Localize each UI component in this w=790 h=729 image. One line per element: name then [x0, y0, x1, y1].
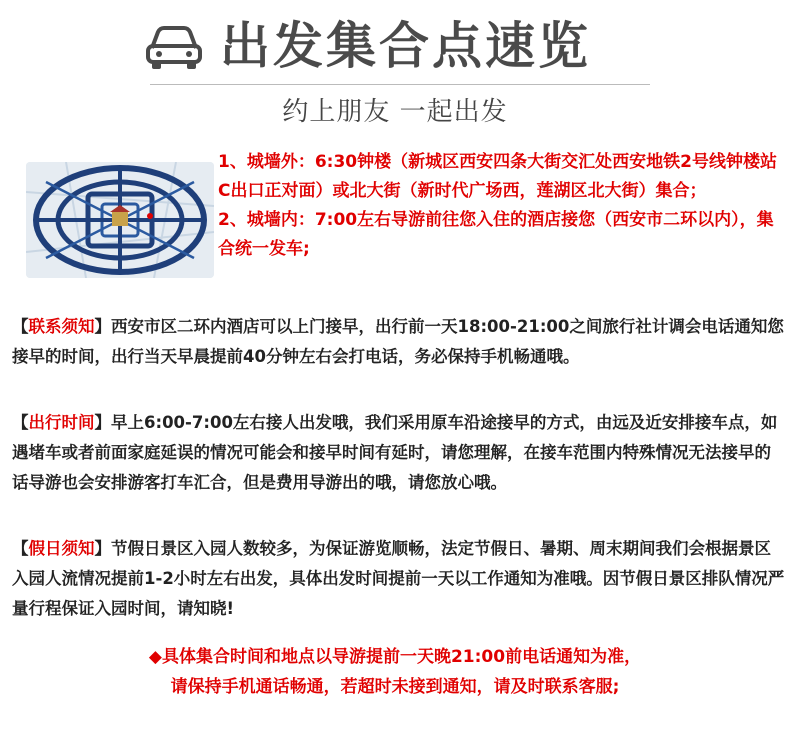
holiday-open-bracket: 【	[12, 539, 29, 558]
title-divider	[150, 84, 650, 85]
footer-line-2: 请保持手机通话畅通，若超时未接到通知，请及时联系客服;	[170, 677, 620, 697]
contact-label: 联系须知	[28, 317, 95, 336]
ring-road-map	[26, 162, 214, 278]
holiday-section	[12, 534, 786, 624]
page-subtitle: 约上朋友 一起出发	[282, 97, 508, 127]
holiday-label: 假日须知	[28, 539, 95, 558]
contact-text: 西安市区二环内酒店可以上门接早，出行前一天18:00-21:00之间旅行社计调会电话通知您接早的时间，出行当天早晨提前40分钟左右会打电话，务必保持手机畅通哦。	[12, 317, 784, 366]
car-icon	[142, 12, 206, 76]
time-text: 早上6:00-7:00左右接人出发哦，我们采用原车沿途接早的方式，由远及近安排接车点，如遇堵车或者前面家庭延误的情况可能会和接早时间有延时，请您理解，在接车范围内特殊情况无法接早的话导游也会安排游客打车汇合，但是费用导游出的哦，请您放心哦。	[12, 413, 778, 492]
contact-section	[12, 312, 786, 372]
meet-point-outside: 1、城墙外：6:30钟楼（新城区西安四条大街交汇处西安地铁2号线钟楼站C出口正对面）或北大街（新时代广场西，莲湖区北大街）集合；	[218, 152, 777, 201]
time-open-bracket: 【	[12, 413, 29, 432]
meet-points	[218, 148, 778, 298]
time-section	[12, 408, 786, 498]
contact-close-bracket: 】	[94, 317, 111, 336]
holiday-text: 节假日景区入园人数较多，为保证游览顺畅，法定节假日、暑期、周末期间我们会根据景区入园人流情况提前1-2小时左右出发，具体出发时间提前一天以工作通知为准哦。因节假日景区排队情况严量行程保证入园时间，请知晓!	[12, 539, 785, 618]
city-map-thumbnail	[26, 162, 214, 278]
footer-line-1: ◆具体集合时间和地点以导游提前一天晚21:00前电话通知为准，	[148, 647, 642, 667]
time-label: 出行时间	[28, 413, 95, 432]
holiday-close-bracket: 】	[94, 539, 111, 558]
page-title: 出发集合点速览	[220, 17, 591, 75]
footer-notice	[0, 642, 790, 710]
meet-point-inside: 2、城墙内：7:00左右导游前往您入住的酒店接您（西安市二环以内），集合统一发车;	[218, 210, 774, 259]
time-paragraph	[12, 408, 786, 498]
contact-open-bracket: 【	[12, 317, 29, 336]
contact-paragraph	[12, 312, 786, 372]
holiday-paragraph	[12, 534, 786, 624]
header	[0, 0, 790, 160]
time-close-bracket: 】	[94, 413, 111, 432]
